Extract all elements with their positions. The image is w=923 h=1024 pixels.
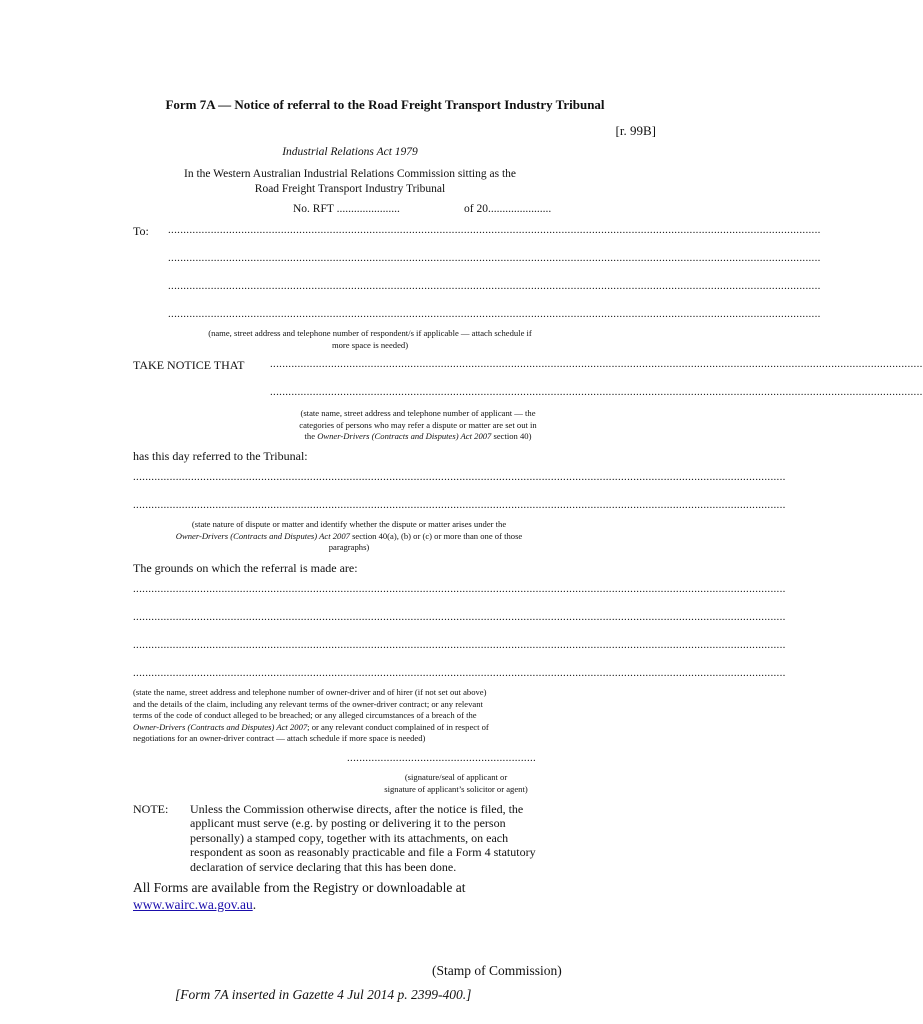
grounds-line-4[interactable]: ...................................................................................................................................................................................................................... [133,667,786,679]
act-name: Industrial Relations Act 1979 [282,146,418,158]
applicant-line-1[interactable]: ...................................................................................................................................................................................................................... [270,358,923,370]
take-notice-label: TAKE NOTICE THAT [133,358,245,372]
note-body: Unless the Commission otherwise directs, after the notice is filed, the applicant must serve (e.g. by posting or delivering it to the person personally) a stamped copy, together with its attachments, on each respondent as soon as reasonably practicable and file a Form 4 statutory declaration of service declaring that this has been done. [190,802,536,874]
grounds-heading: The grounds on which the referral is made are: [133,561,358,575]
year-field[interactable]: of 20...................... [464,203,552,215]
note-label: NOTE: [133,802,169,816]
referred-statement: has this day referred to the Tribunal: [133,449,308,463]
forms-availability: All Forms are available from the Registry or downloadable at www.wairc.wa.gov.au. [133,880,466,912]
grounds-line-2[interactable]: ...................................................................................................................................................................................................................... [133,611,786,623]
respondent-line-1[interactable]: ...................................................................................................................................................................................................................... [168,224,821,236]
signature-caption: (signature/seal of applicant or signature of applicant’s solicitor or agent) [384,772,528,794]
grounds-line-1[interactable]: ...................................................................................................................................................................................................................... [133,583,786,595]
wairc-website-link[interactable]: www.wairc.wa.gov.au [133,897,253,912]
applicant-line-2[interactable]: ...................................................................................................................................................................................................................... [270,386,923,398]
dispute-instructions: (state nature of dispute or matter and identify whether the dispute or matter arises under the Owner-Drivers (Contracts and Disputes) Act 2007 section 40(a), (b) or (c) or more than one of those paragraphs) [175,519,523,552]
dispute-line-2[interactable]: ...................................................................................................................................................................................................................... [133,499,786,511]
dispute-line-1[interactable]: ...................................................................................................................................................................................................................... [133,471,786,483]
respondent-line-2[interactable]: ...................................................................................................................................................................................................................... [168,252,821,264]
rft-number-field[interactable]: No. RFT ...................... [293,203,400,215]
to-label: To: [133,224,149,238]
respondent-line-3[interactable]: ...................................................................................................................................................................................................................... [168,280,821,292]
court-heading [0,167,700,197]
form-title: Form 7A — Notice of referral to the Road Freight Transport Industry Tribunal [165,97,605,112]
respondent-line-4[interactable]: ...................................................................................................................................................................................................................... [168,308,821,320]
grounds-instructions: (state the name, street address and telephone number of owner-driver and of hirer (if not set out above) and the details of the claim, including any relevant terms of the owner-driver contract; or any relevant terms of the code of conduct alleged to be breached; or any alleged circumstances of a breach of the Owner-Drivers (Contracts and Disputes) Act 2007; or any relevant conduct complained of in respect of negotiations for an owner-driver contract — attach schedule if more space is needed) [133,687,489,743]
rule-reference: [r. 99B] [615,123,656,138]
court-line-2: Road Freight Transport Industry Tribunal [254,183,446,195]
stamp-of-commission: (Stamp of Commission) [432,963,562,978]
respondent-instructions: (name, street address and telephone number of respondent/s if applicable — attach schedule if more space is needed) [208,328,532,350]
signature-line[interactable]: .............................................................. [347,752,537,764]
grounds-line-3[interactable]: ...................................................................................................................................................................................................................... [133,639,786,651]
court-line-1: In the Western Australian Industrial Relations Commission sitting as the [183,168,516,180]
gazette-footnote: [Form 7A inserted in Gazette 4 Jul 2014 p. 2399-400.] [175,987,472,1002]
applicant-instructions: (state name, street address and telephone number of applicant — the categories of persons who may refer a dispute or matter are set out in the Owner-Drivers (Contracts and Disputes) Act 2007 section 40) [299,408,537,441]
